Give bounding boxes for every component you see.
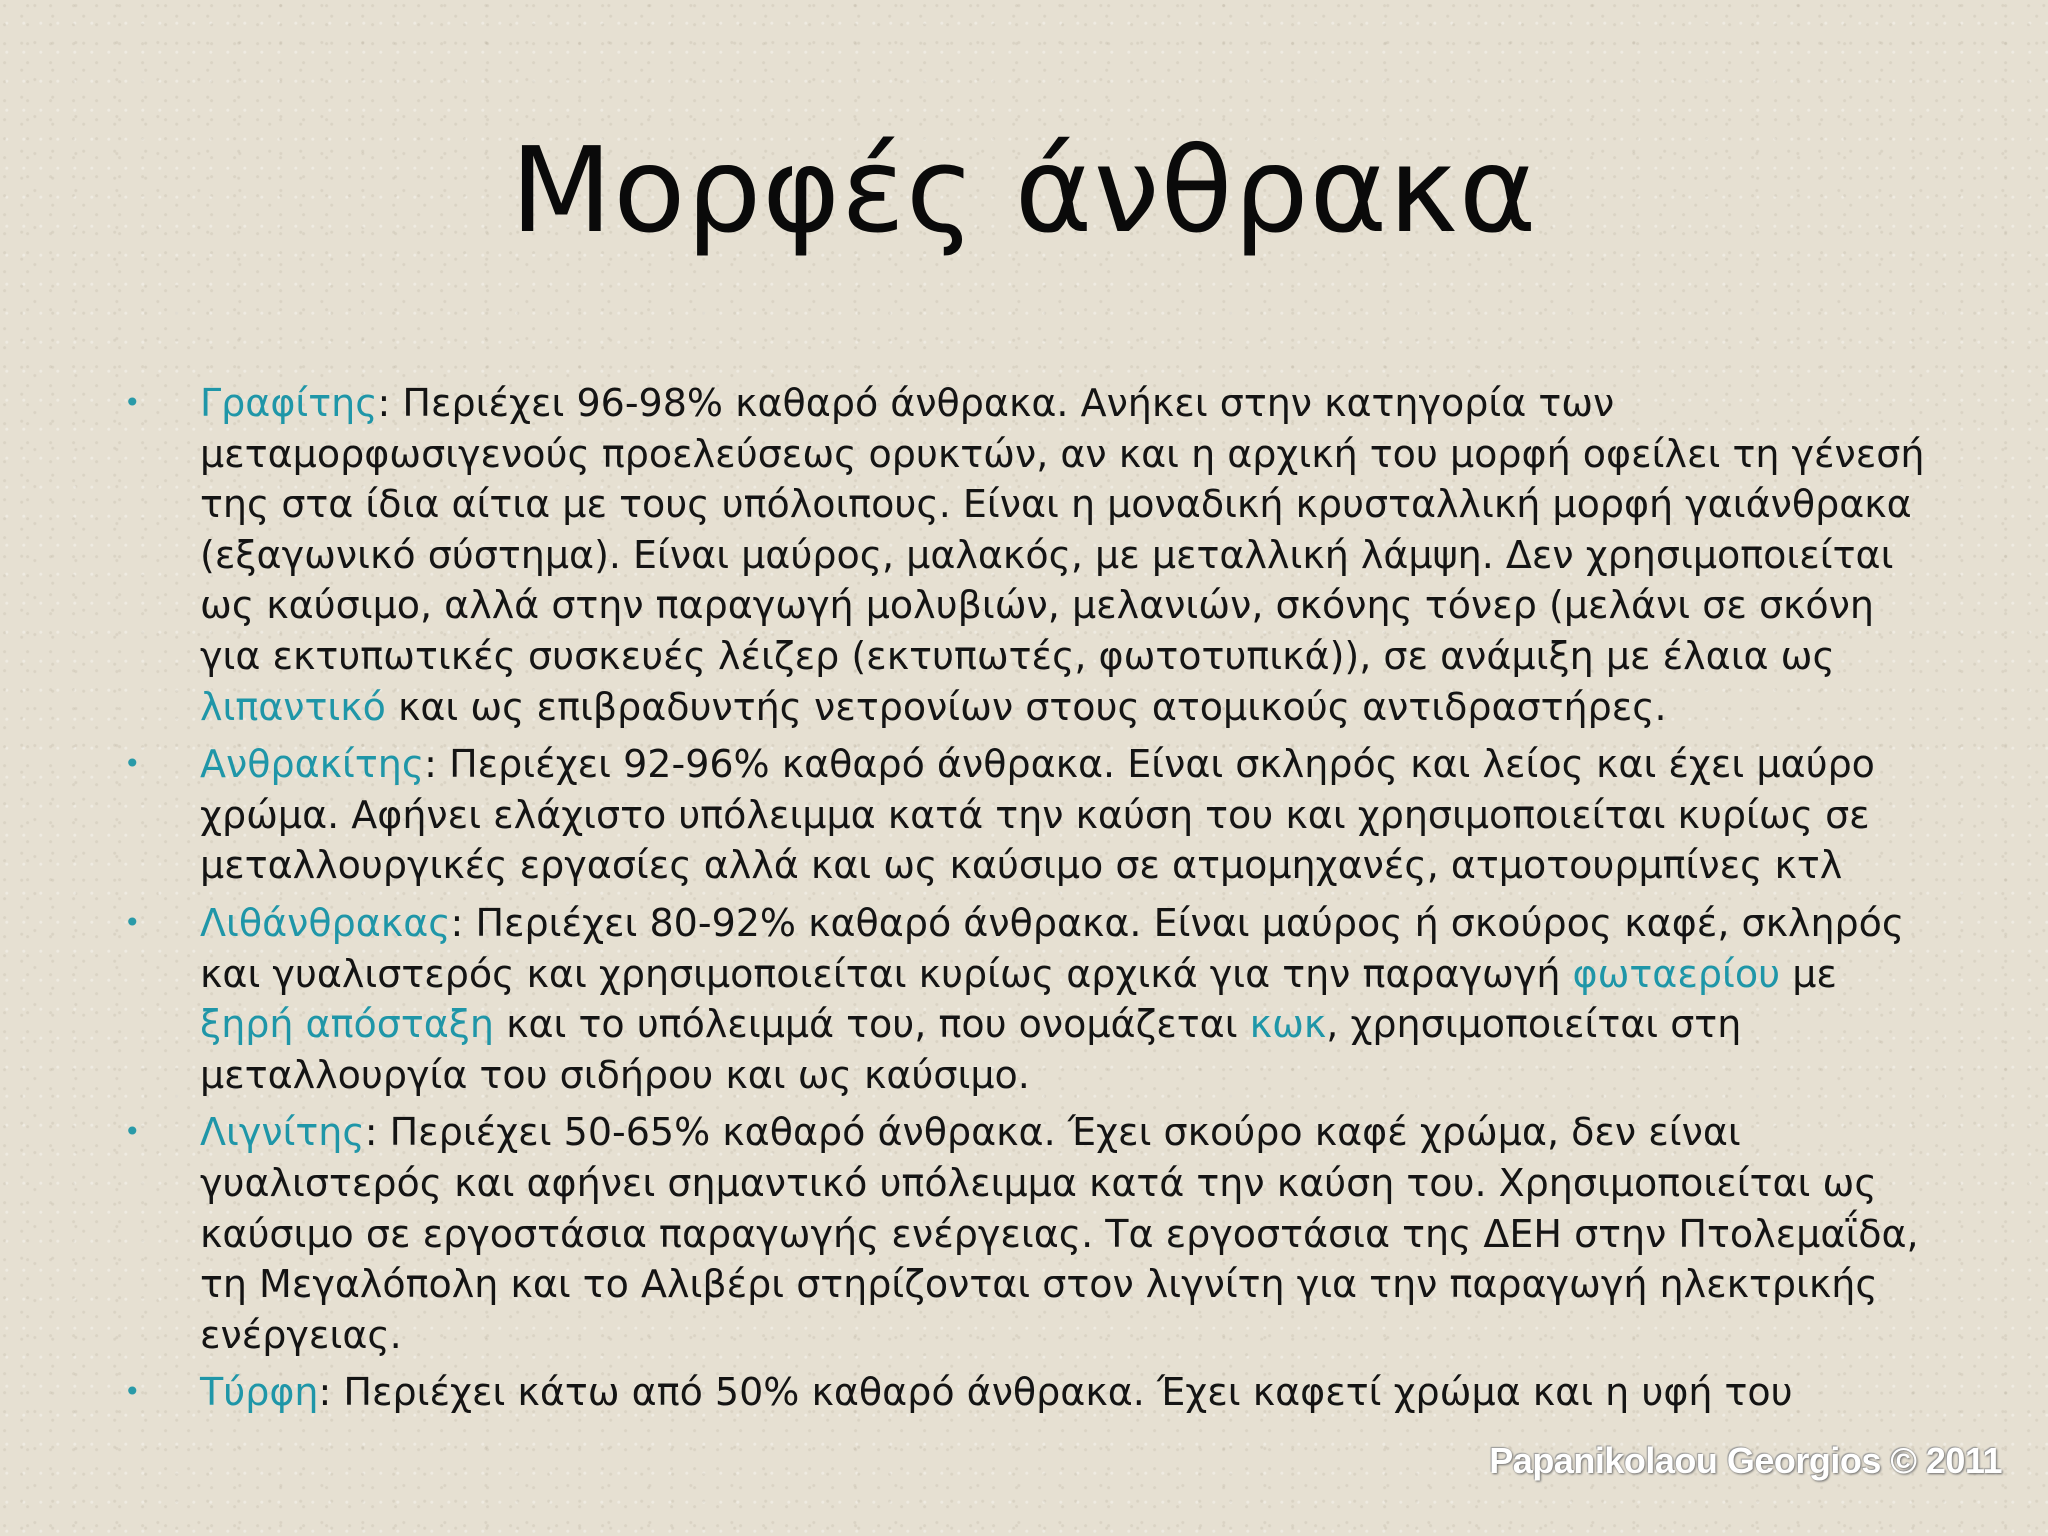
term-peat[interactable]: Τύρφη (200, 1370, 319, 1415)
term-separator: : (318, 1370, 344, 1415)
link-dry-distillation[interactable]: ξηρή απόσταξη (200, 1002, 495, 1047)
link-coke[interactable]: κωκ (1249, 1002, 1327, 1047)
slide-title: Μορφές άνθρακα (510, 121, 1538, 259)
bullet-text: Περιέχει 92-96% καθαρό άνθρακα. Είναι σκληρός και λείος και έχει μαύρο χρώμα. Αφήνει ελάχιστο υπόλειμμα κατά την καύση του και χρησιμοποιείται κυρίως σε μεταλλουργικές εργασίες αλλά και ως καύσιμο σε ατμομηχανές, ατμοτουρμπίνες κτλ (200, 742, 1875, 888)
bullet-text: Περιέχει 96-98% καθαρό άνθρακα. Ανήκει στην κατηγορία των μεταμορφωσιγενούς προελεύσεως ορυκτών, αν και η αρχική του μορφή οφείλει τη γένεσή της στα ίδια αίτια με τους υπόλοιπους. Είναι η μοναδική κρυσταλλική μορφή γαιάνθρακα (εξαγωνικό σύστημα). Είναι μαύρος, μαλακός, με μεταλλική λάμψη. Δεν χρησιμοποιείται ως καύσιμο, αλλά στην παραγωγή μολυβιών, μελανιών, σκόνης τόνερ (μελάνι σε σκόνη για εκτυπωτικές συσκευές λέιζερ (εκτυπωτές, φωτοτυπικά)), σε ανάμιξη με έλαια ως (200, 381, 1925, 678)
bullet-bituminous-coal (120, 898, 1930, 1100)
bullet-text: με (1780, 951, 1837, 996)
link-coal-gas[interactable]: φωταερίου (1572, 951, 1781, 996)
bullet-text: , χρησιμοποιείται στη μεταλλουργία του σιδήρου και ως καύσιμο. (200, 1002, 1742, 1097)
bullet-graphite (120, 378, 1930, 732)
bullet-list (120, 378, 1930, 1425)
bullet-anthracite (120, 739, 1930, 891)
term-separator: : (364, 1110, 390, 1155)
bullet-dot-icon: • (124, 1375, 141, 1409)
term-separator: : (424, 742, 450, 787)
term-lignite[interactable]: Λιγνίτης (200, 1110, 365, 1155)
bullet-text: και ως επιβραδυντής νετρονίων στους ατομικούς αντιδραστήρες. (385, 684, 1667, 729)
bullet-text: και το υπόλειμμά του, που ονομάζεται (494, 1002, 1250, 1047)
bullet-dot-icon: • (124, 747, 141, 781)
bullet-dot-icon: • (124, 905, 141, 939)
bullet-text: Περιέχει κάτω από 50% καθαρό άνθρακα. Έχει καφετί χρώμα και η υφή του (343, 1370, 1793, 1415)
bullet-peat (120, 1367, 1930, 1418)
term-separator: : (377, 381, 403, 425)
bullet-text: Περιέχει 50-65% καθαρό άνθρακα. Έχει σκούρο καφέ χρώμα, δεν είναι γυαλιστερός και αφήνει σημαντικό υπόλειμμα κατά την καύση του. Χρησιμοποιείται ως καύσιμο σε εργοστάσια παραγωγής ενέργειας. Τα εργοστάσια της ΔΕΗ στην Πτολεμαΐδα, τη Μεγαλόπολη και το Αλιβέρι στηρίζονται στον λιγνίτη για την παραγωγή ηλεκτρικής ενέργειας. (200, 1110, 1919, 1357)
term-bituminous-coal[interactable]: Λιθάνθρακας (200, 900, 451, 945)
term-separator: : (450, 900, 476, 945)
term-anthracite[interactable]: Ανθρακίτης (200, 742, 425, 787)
link-lubricant[interactable]: λιπαντικό (200, 684, 386, 729)
bullet-dot-icon: • (124, 386, 141, 419)
term-graphite[interactable]: Γραφίτης (200, 381, 378, 425)
bullet-text: Περιέχει 80-92% καθαρό άνθρακα. Είναι μαύρος ή σκούρος καφέ, σκληρός και γυαλιστερός και χρησιμοποιείται κυρίως αρχικά για την παραγωγή (200, 900, 1905, 996)
bullet-dot-icon: • (124, 1115, 141, 1149)
author-watermark: Papanikolaou Georgios © 2011 (1489, 1440, 2002, 1481)
bullet-lignite (120, 1107, 1930, 1360)
